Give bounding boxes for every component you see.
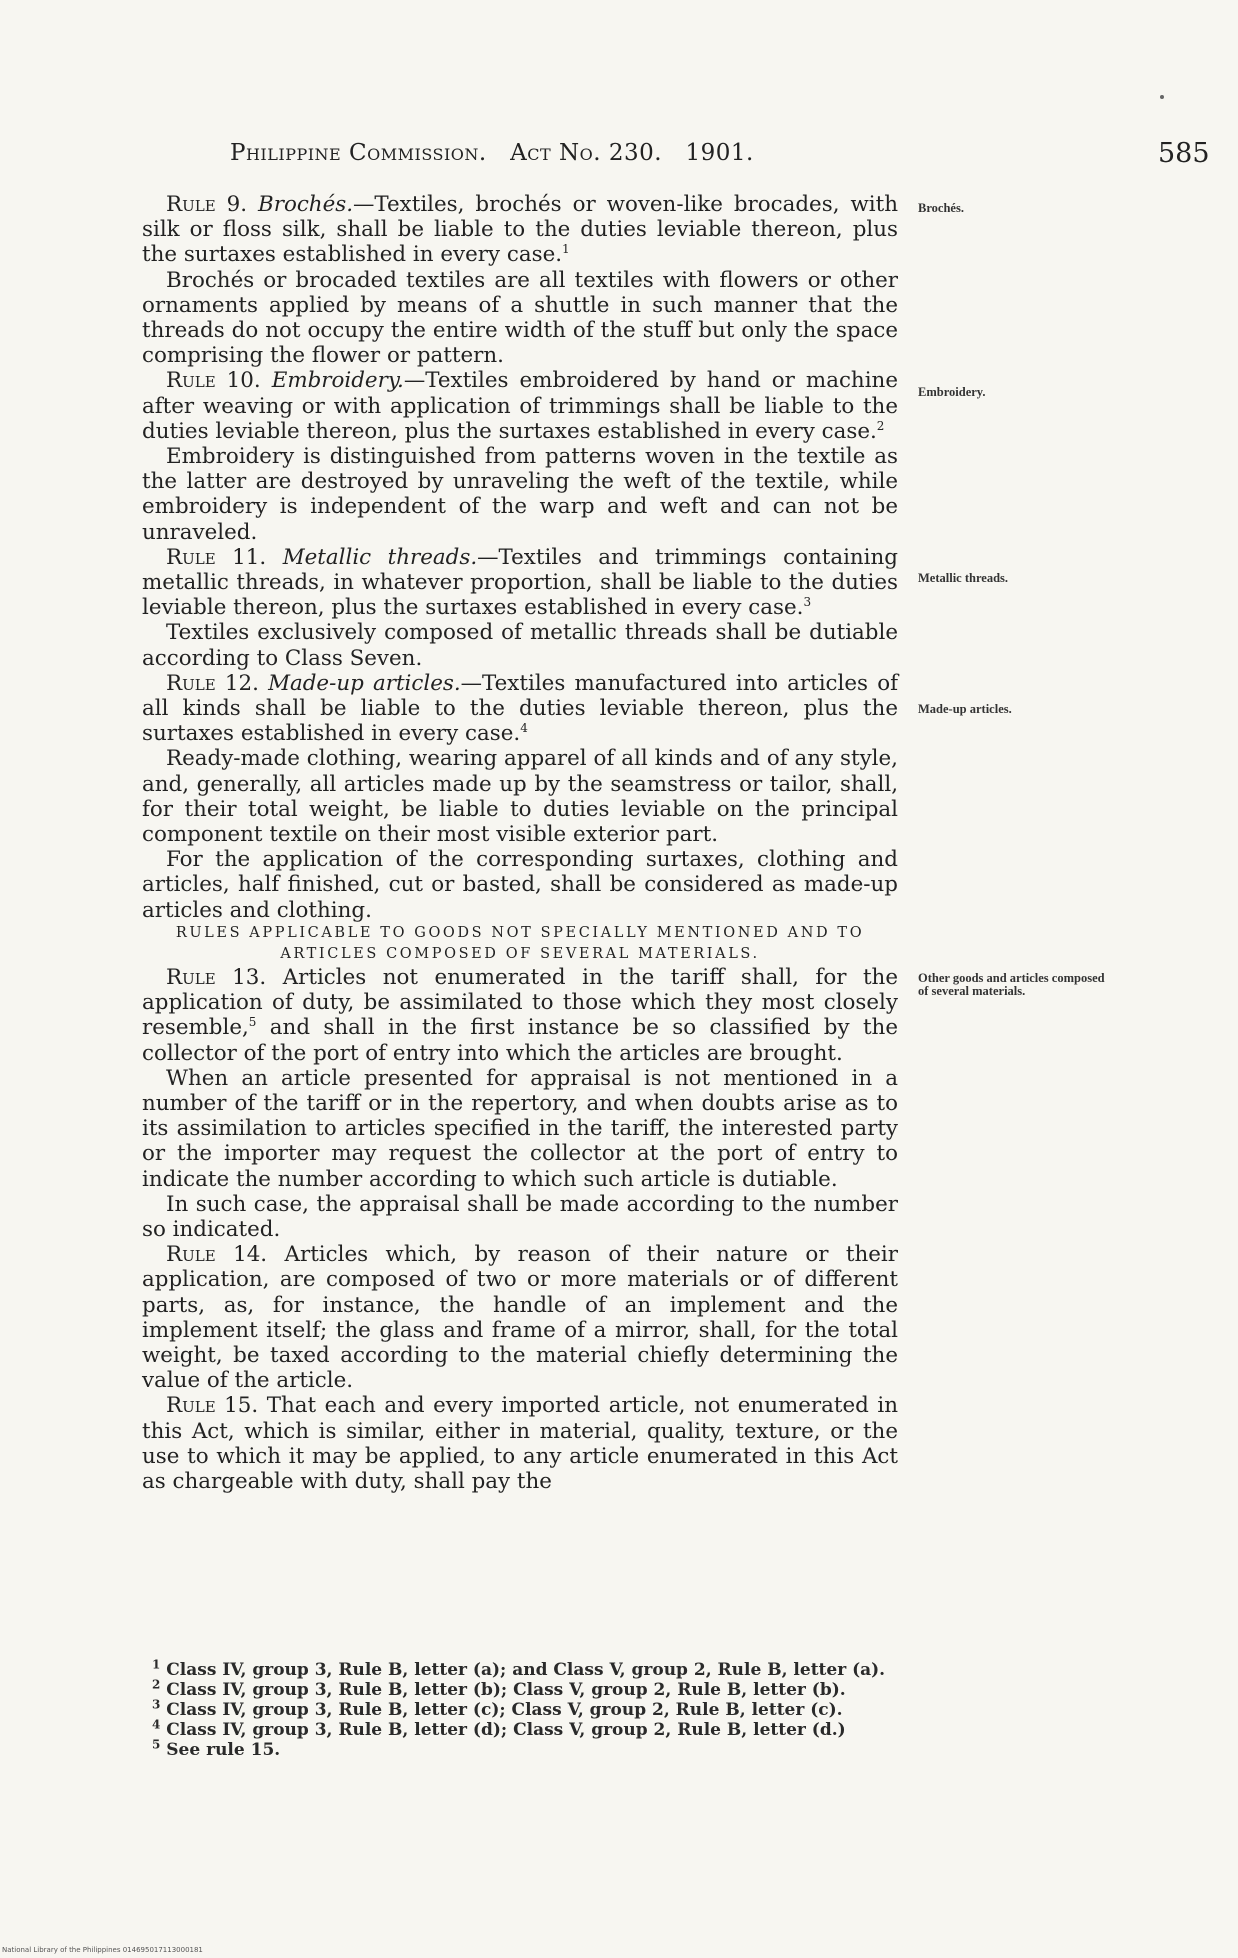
footnote-ref: 2 — [876, 418, 885, 433]
footnote-text: See rule 15. — [166, 1740, 281, 1760]
rule-title: Metallic threads. — [282, 544, 478, 570]
rule-text: —Textiles, brochés or woven-like brocades, with silk or floss silk, shall be liable to the duties leviable thereon, plus the surtaxes established in every case. — [142, 192, 898, 268]
rule-text: Articles which, by reason of their nature or their application, are composed of two or more materials or of different parts, as, for instance, the handle of an implement and the implement itself; the glass and frame of a mirror, shall, for the total weight, be taxed according to the material chiefly determining the value of the article. — [142, 1242, 898, 1394]
footnote-number: 2 — [152, 1677, 161, 1692]
footnote-number: 3 — [152, 1697, 161, 1712]
footnote-ref: 3 — [803, 595, 812, 610]
rule-paragraph — [142, 965, 898, 1066]
section-heading: RULES APPLICABLE TO GOODS NOT SPECIALLY MENTIONED AND TO ARTICLES COMPOSED OF SEVERAL MATERIALS. — [175, 924, 865, 962]
rule-text: In such case, the appraisal shall be made according to the number so indicated. — [142, 1191, 898, 1242]
footnote-number: 1 — [152, 1657, 161, 1672]
rule-paragraph — [142, 1242, 898, 1393]
rule-text: That each and every imported article, not enumerated in this Act, which is similar, either in material, quality, texture, or the use to which it may be applied, to any article enumerated in this Act as chargeable with duty, shall pay the — [142, 1393, 898, 1494]
footnote-ref: 5 — [248, 1015, 257, 1030]
rule-text: Textiles exclusively composed of metallic threads shall be dutiable according to Class Seven. — [142, 620, 898, 671]
footnote — [142, 1677, 898, 1700]
rule-text: Embroidery is distinguished from patterns woven in the textile as the latter are destroyed by unraveling the weft of the textile, while embroidery is independent of the warp and weft and can not be unraveled. — [142, 444, 898, 545]
margin-note-broches: Brochés. — [918, 201, 964, 215]
rule-text: For the application of the corresponding surtaxes, clothing and articles, half finished, cut or basted, shall be considered as made-up articles and clothing. — [142, 847, 898, 923]
rule-label: Rule 14. — [166, 1242, 268, 1268]
rule-paragraph — [142, 620, 898, 670]
rule-paragraph — [142, 268, 898, 369]
margin-note-embroidery: Embroidery. — [918, 385, 986, 399]
rule-paragraph — [142, 671, 898, 747]
rule-paragraph — [142, 1066, 898, 1192]
margin-note-metallic-threads: Metallic threads. — [918, 571, 1009, 585]
rule-text-cont: and shall in the first instance be so classified by the collector of the port of entry into which the articles are brought. — [142, 1015, 898, 1066]
body-text — [142, 192, 898, 1494]
footnote — [142, 1657, 898, 1680]
footnote-number: 4 — [152, 1717, 161, 1732]
footnote-number: 5 — [152, 1737, 161, 1752]
page-number: 585 — [1158, 138, 1210, 169]
margin-note-made-up-articles: Made-up articles. — [918, 702, 1012, 716]
rule-text: Articles not enumerated in the tariff shall, for the application of duty, be assimilated to those which they most closely resemble, — [142, 964, 898, 1041]
rule-text: —Textiles embroidered by hand or machine after weaving or with application of trimmings shall be liable to the duties leviable thereon, plus the surtaxes established in every case. — [142, 368, 898, 444]
footnote-ref: 4 — [520, 721, 528, 736]
rule-paragraph — [142, 1393, 898, 1494]
rule-label: Rule 10. — [166, 368, 261, 394]
rule-paragraph — [142, 444, 898, 545]
rule-title: Brochés. — [258, 192, 354, 217]
rule-text: —Textiles and trimmings containing metallic threads, in whatever proportion, shall be liable to the duties leviable thereon, plus the surtaxes established in every case. — [142, 544, 898, 621]
margin-note-other-goods: Other goods and articles composed of several materials. — [918, 971, 1105, 998]
running-header: Philippine Commission. Act No. 230. 1901. — [230, 140, 754, 166]
footnotes — [142, 1657, 898, 1760]
footnote-ref: 1 — [562, 242, 570, 257]
rule-paragraph — [142, 847, 898, 923]
footnote-text: Class IV, group 3, Rule B, letter (c); Class V, group 2, Rule B, letter (c). — [166, 1700, 843, 1720]
rule-title: Embroidery. — [271, 368, 404, 394]
rule-paragraph — [142, 1192, 898, 1242]
footnote — [142, 1697, 898, 1720]
rule-label: Rule 11. — [166, 544, 267, 570]
rule-paragraph — [142, 746, 898, 847]
footnote-text: Class IV, group 3, Rule B, letter (a); and Class V, group 2, Rule B, letter (a). — [166, 1660, 886, 1680]
rule-paragraph — [142, 368, 898, 444]
library-credit: National Library of the Philippines 014695017113000181 — [2, 1946, 203, 1954]
footnote — [142, 1737, 898, 1760]
footnote — [142, 1717, 898, 1740]
rule-text: When an article presented for appraisal is not mentioned in a number of the tariff or in the repertory, and when doubts arise as to its assimilation to articles specified in the tariff, the interested party or the importer may request the collector at the port of entry to indicate the number according to which such article is dutiable. — [142, 1065, 898, 1192]
rule-text: Ready-made clothing, wearing apparel of all kinds and of any style, and, generally, all articles made up by the seamstress or tailor, shall, for their total weight, be liable to duties leviable on the principal component textile on their most visible exterior part. — [142, 746, 898, 848]
rule-label: Rule 9. — [166, 192, 248, 217]
footnote-text: Class IV, group 3, Rule B, letter (d); Class V, group 2, Rule B, letter (d.) — [166, 1720, 846, 1740]
rule-label: Rule 12. — [166, 670, 259, 696]
rule-title: Made-up articles. — [268, 670, 461, 696]
footnote-text: Class IV, group 3, Rule B, letter (b); Class V, group 2, Rule B, letter (b). — [166, 1680, 846, 1700]
rule-paragraph — [142, 545, 898, 621]
rule-label: Rule 13. — [166, 964, 267, 990]
scan-speck — [1160, 95, 1164, 99]
rule-paragraph — [142, 192, 898, 268]
rule-text: Brochés or brocaded textiles are all textiles with flowers or other ornaments applied by means of a shuttle in such manner that the threads do not occupy the entire width of the stuff but only the space comprising the flower or pattern. — [142, 267, 898, 369]
rule-label: Rule 15. — [166, 1393, 259, 1419]
rule-text: —Textiles manufactured into articles of all kinds shall be liable to the duties leviable thereon, plus the surtaxes established in every case. — [142, 670, 898, 747]
